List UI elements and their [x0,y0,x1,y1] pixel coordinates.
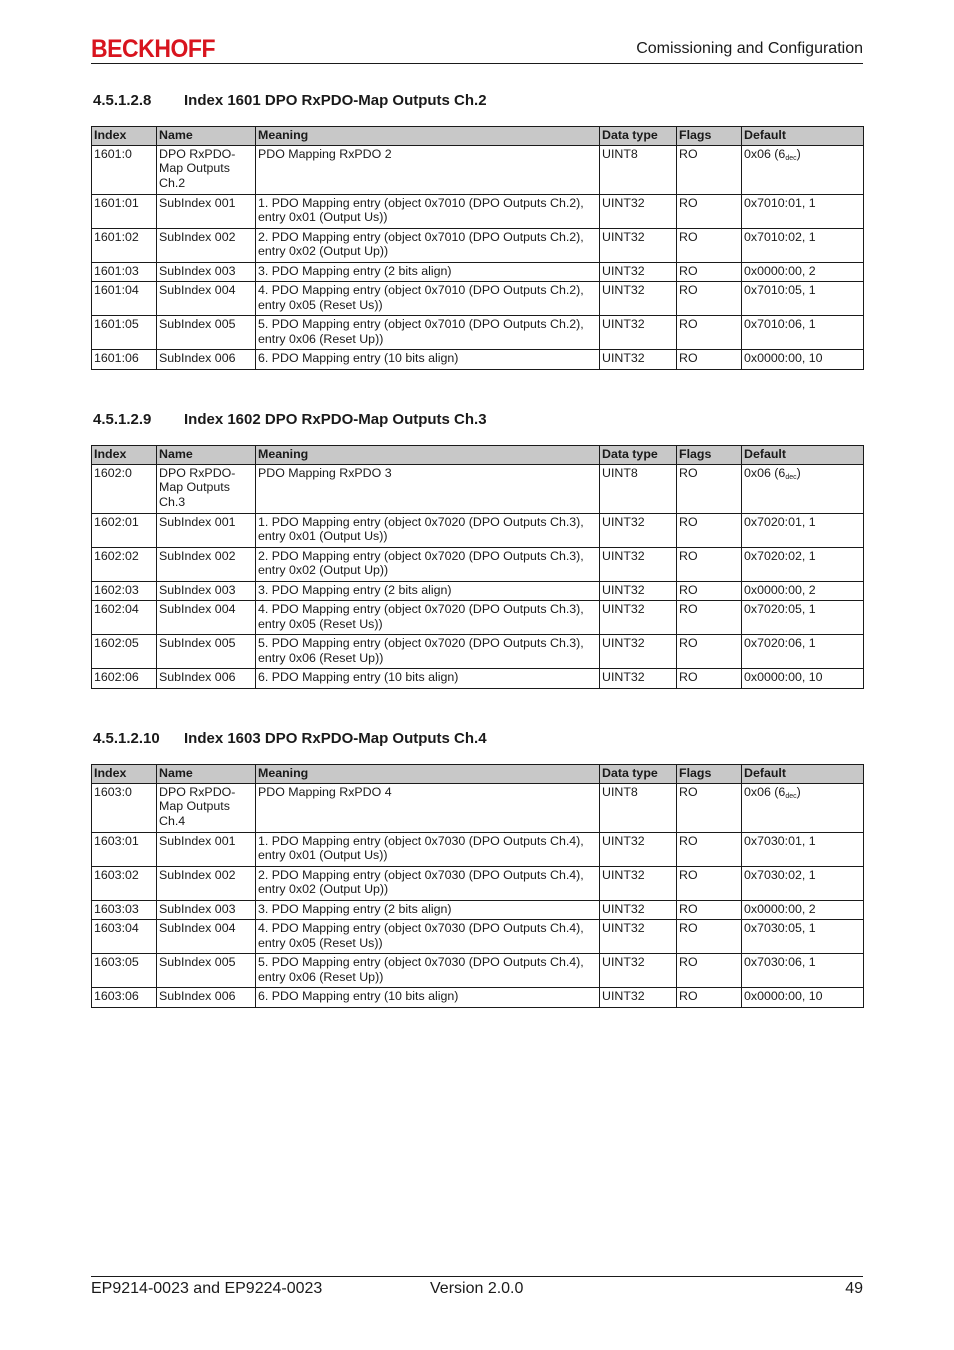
column-header-flags: Flags [677,765,742,784]
cell-default: 0x0000:00, 2 [742,262,864,282]
cell-data-type: UINT32 [600,601,677,635]
cell-data-type: UINT8 [600,145,677,194]
cell-default: 0x7030:05, 1 [742,920,864,954]
column-header-name: Name [157,127,256,146]
table-row [92,581,864,601]
cell-name: SubIndex 002 [157,547,256,581]
cell-data-type: UINT32 [600,669,677,689]
cell-meaning: 4. PDO Mapping entry (object 0x7010 (DPO Outputs Ch.2), entry 0x05 (Reset Us)) [256,282,600,316]
cell-index: 1603:01 [92,832,157,866]
table-row [92,464,864,513]
cell-flags: RO [677,783,742,832]
cell-data-type: UINT32 [600,866,677,900]
cell-flags: RO [677,547,742,581]
section-title: Index 1603 DPO RxPDO-Map Outputs Ch.4 [184,729,487,747]
cell-default: 0x7020:02, 1 [742,547,864,581]
cell-name: SubIndex 003 [157,262,256,282]
cell-default: 0x7030:01, 1 [742,832,864,866]
cell-index: 1601:01 [92,194,157,228]
column-header-index: Index [92,446,157,465]
cell-name: SubIndex 004 [157,282,256,316]
column-header-meaning: Meaning [256,127,600,146]
section-index-1603 [91,728,863,1008]
section-title: Index 1601 DPO RxPDO-Map Outputs Ch.2 [184,91,487,109]
cell-flags: RO [677,350,742,370]
cell-meaning: 1. PDO Mapping entry (object 0x7010 (DPO Outputs Ch.2), entry 0x01 (Output Us)) [256,194,600,228]
cell-index: 1601:02 [92,228,157,262]
cell-flags: RO [677,866,742,900]
cell-flags: RO [677,513,742,547]
default-value: 0x06 (6 [744,784,786,799]
cell-meaning: 3. PDO Mapping entry (2 bits align) [256,900,600,920]
page-number: 49 [845,1280,863,1297]
cell-index: 1603:04 [92,920,157,954]
column-header-default: Default [742,127,864,146]
cell-name: SubIndex 004 [157,601,256,635]
cell-index: 1602:0 [92,464,157,513]
cell-data-type: UINT32 [600,547,677,581]
cell-index: 1603:06 [92,988,157,1008]
table-header-row [92,446,864,465]
cell-meaning: 6. PDO Mapping entry (10 bits align) [256,669,600,689]
cell-default: 0x0000:00, 10 [742,350,864,370]
cell-index: 1601:06 [92,350,157,370]
cell-meaning: 5. PDO Mapping entry (object 0x7020 (DPO Outputs Ch.3), entry 0x06 (Reset Up)) [256,635,600,669]
object-table [91,126,864,370]
cell-data-type: UINT32 [600,988,677,1008]
cell-index: 1603:05 [92,954,157,988]
cell-index: 1603:03 [92,900,157,920]
column-header-data-type: Data type [600,765,677,784]
default-suffix: ) [796,465,801,480]
cell-data-type: UINT8 [600,783,677,832]
cell-name: SubIndex 003 [157,581,256,601]
cell-data-type: UINT32 [600,228,677,262]
cell-meaning: 2. PDO Mapping entry (object 0x7010 (DPO Outputs Ch.2), entry 0x02 (Output Up)) [256,228,600,262]
cell-data-type: UINT32 [600,900,677,920]
cell-flags: RO [677,262,742,282]
cell-default [742,145,864,194]
table-row [92,988,864,1008]
table-header-row [92,765,864,784]
cell-index: 1603:02 [92,866,157,900]
cell-name: SubIndex 006 [157,350,256,370]
cell-meaning: 1. PDO Mapping entry (object 0x7020 (DPO Outputs Ch.3), entry 0x01 (Output Us)) [256,513,600,547]
cell-default: 0x7020:06, 1 [742,635,864,669]
cell-index: 1602:02 [92,547,157,581]
cell-default [742,783,864,832]
cell-name: SubIndex 001 [157,194,256,228]
default-value: 0x06 (6 [744,465,786,480]
cell-default: 0x7010:05, 1 [742,282,864,316]
cell-default: 0x7020:01, 1 [742,513,864,547]
cell-data-type: UINT32 [600,262,677,282]
cell-data-type: UINT32 [600,282,677,316]
cell-default: 0x7020:05, 1 [742,601,864,635]
section-number: 4.5.1.2.9 [93,410,152,428]
cell-meaning: 5. PDO Mapping entry (object 0x7010 (DPO Outputs Ch.2), entry 0x06 (Reset Up)) [256,316,600,350]
cell-flags: RO [677,601,742,635]
cell-default: 0x7010:02, 1 [742,228,864,262]
cell-data-type: UINT32 [600,316,677,350]
cell-default: 0x7030:06, 1 [742,954,864,988]
table-row [92,194,864,228]
column-header-flags: Flags [677,446,742,465]
cell-data-type: UINT32 [600,954,677,988]
cell-flags: RO [677,581,742,601]
cell-name: DPO RxPDO-Map Outputs Ch.3 [157,464,256,513]
cell-data-type: UINT32 [600,832,677,866]
cell-meaning: 2. PDO Mapping entry (object 0x7020 (DPO Outputs Ch.3), entry 0x02 (Output Up)) [256,547,600,581]
cell-data-type: UINT8 [600,464,677,513]
default-subscript: dec [785,792,797,800]
beckhoff-logo: BECKHOFF [91,35,216,63]
cell-index: 1603:0 [92,783,157,832]
cell-default: 0x7010:01, 1 [742,194,864,228]
default-subscript: dec [785,473,797,481]
cell-flags: RO [677,669,742,689]
cell-default: 0x7010:06, 1 [742,316,864,350]
table-row [92,145,864,194]
cell-meaning: 6. PDO Mapping entry (10 bits align) [256,350,600,370]
cell-index: 1602:04 [92,601,157,635]
cell-default: 0x0000:00, 2 [742,581,864,601]
cell-data-type: UINT32 [600,350,677,370]
chapter-title: Comissioning and Configuration [636,40,863,57]
table-header-row [92,127,864,146]
footer-product: EP9214-0023 and EP9224-0023 [91,1280,323,1297]
cell-flags: RO [677,282,742,316]
cell-flags: RO [677,194,742,228]
cell-default: 0x0000:00, 2 [742,900,864,920]
cell-meaning: 6. PDO Mapping entry (10 bits align) [256,988,600,1008]
cell-index: 1602:03 [92,581,157,601]
cell-flags: RO [677,988,742,1008]
cell-meaning: 1. PDO Mapping entry (object 0x7030 (DPO Outputs Ch.4), entry 0x01 (Output Us)) [256,832,600,866]
table-row [92,282,864,316]
section-number: 4.5.1.2.8 [93,91,152,109]
default-suffix: ) [796,146,801,161]
cell-default [742,464,864,513]
cell-flags: RO [677,832,742,866]
cell-index: 1601:04 [92,282,157,316]
cell-default: 0x0000:00, 10 [742,988,864,1008]
column-header-index: Index [92,765,157,784]
table-row [92,262,864,282]
cell-index: 1601:03 [92,262,157,282]
default-value: 0x06 (6 [744,146,786,161]
cell-meaning: PDO Mapping RxPDO 2 [256,145,600,194]
cell-meaning: 3. PDO Mapping entry (2 bits align) [256,581,600,601]
cell-data-type: UINT32 [600,581,677,601]
table-row [92,350,864,370]
footer-version: Version 2.0.0 [430,1280,524,1297]
section-index-1602 [91,409,863,689]
column-header-data-type: Data type [600,446,677,465]
cell-flags: RO [677,635,742,669]
cell-name: SubIndex 003 [157,900,256,920]
column-header-name: Name [157,765,256,784]
table-row [92,635,864,669]
cell-flags: RO [677,145,742,194]
cell-flags: RO [677,316,742,350]
default-suffix: ) [796,784,801,799]
cell-data-type: UINT32 [600,920,677,954]
cell-meaning: 5. PDO Mapping entry (object 0x7030 (DPO Outputs Ch.4), entry 0x06 (Reset Up)) [256,954,600,988]
cell-flags: RO [677,900,742,920]
cell-data-type: UINT32 [600,513,677,547]
cell-index: 1601:0 [92,145,157,194]
cell-name: SubIndex 001 [157,832,256,866]
cell-name: SubIndex 002 [157,866,256,900]
table-row [92,513,864,547]
table-row [92,669,864,689]
column-header-meaning: Meaning [256,446,600,465]
table-row [92,920,864,954]
object-table [91,445,864,689]
cell-name: SubIndex 006 [157,669,256,689]
table-row [92,547,864,581]
footer-divider [91,1276,863,1277]
cell-data-type: UINT32 [600,194,677,228]
object-table [91,764,864,1008]
table-row [92,228,864,262]
cell-meaning: 4. PDO Mapping entry (object 0x7020 (DPO Outputs Ch.3), entry 0x05 (Reset Us)) [256,601,600,635]
cell-index: 1602:06 [92,669,157,689]
table-row [92,954,864,988]
column-header-default: Default [742,765,864,784]
section-heading [91,90,863,110]
cell-name: DPO RxPDO-Map Outputs Ch.2 [157,145,256,194]
cell-name: SubIndex 002 [157,228,256,262]
cell-name: SubIndex 004 [157,920,256,954]
cell-meaning: 2. PDO Mapping entry (object 0x7030 (DPO Outputs Ch.4), entry 0x02 (Output Up)) [256,866,600,900]
column-header-data-type: Data type [600,127,677,146]
cell-flags: RO [677,464,742,513]
cell-meaning: PDO Mapping RxPDO 4 [256,783,600,832]
column-header-default: Default [742,446,864,465]
cell-name: SubIndex 005 [157,954,256,988]
cell-index: 1601:05 [92,316,157,350]
section-title: Index 1602 DPO RxPDO-Map Outputs Ch.3 [184,410,487,428]
cell-name: SubIndex 006 [157,988,256,1008]
table-row [92,601,864,635]
cell-meaning: PDO Mapping RxPDO 3 [256,464,600,513]
table-row [92,783,864,832]
cell-default: 0x7030:02, 1 [742,866,864,900]
section-heading [91,728,863,748]
default-subscript: dec [785,154,797,162]
column-header-index: Index [92,127,157,146]
column-header-meaning: Meaning [256,765,600,784]
cell-data-type: UINT32 [600,635,677,669]
cell-default: 0x0000:00, 10 [742,669,864,689]
cell-name: SubIndex 001 [157,513,256,547]
cell-index: 1602:01 [92,513,157,547]
cell-name: DPO RxPDO-Map Outputs Ch.4 [157,783,256,832]
cell-meaning: 3. PDO Mapping entry (2 bits align) [256,262,600,282]
cell-index: 1602:05 [92,635,157,669]
section-number: 4.5.1.2.10 [93,729,160,747]
table-row [92,316,864,350]
cell-flags: RO [677,228,742,262]
table-row [92,900,864,920]
column-header-name: Name [157,446,256,465]
column-header-flags: Flags [677,127,742,146]
table-row [92,866,864,900]
section-index-1601 [91,90,863,370]
cell-name: SubIndex 005 [157,635,256,669]
header-divider [91,63,863,64]
table-row [92,832,864,866]
cell-flags: RO [677,920,742,954]
cell-flags: RO [677,954,742,988]
section-heading [91,409,863,429]
cell-meaning: 4. PDO Mapping entry (object 0x7030 (DPO Outputs Ch.4), entry 0x05 (Reset Us)) [256,920,600,954]
cell-name: SubIndex 005 [157,316,256,350]
